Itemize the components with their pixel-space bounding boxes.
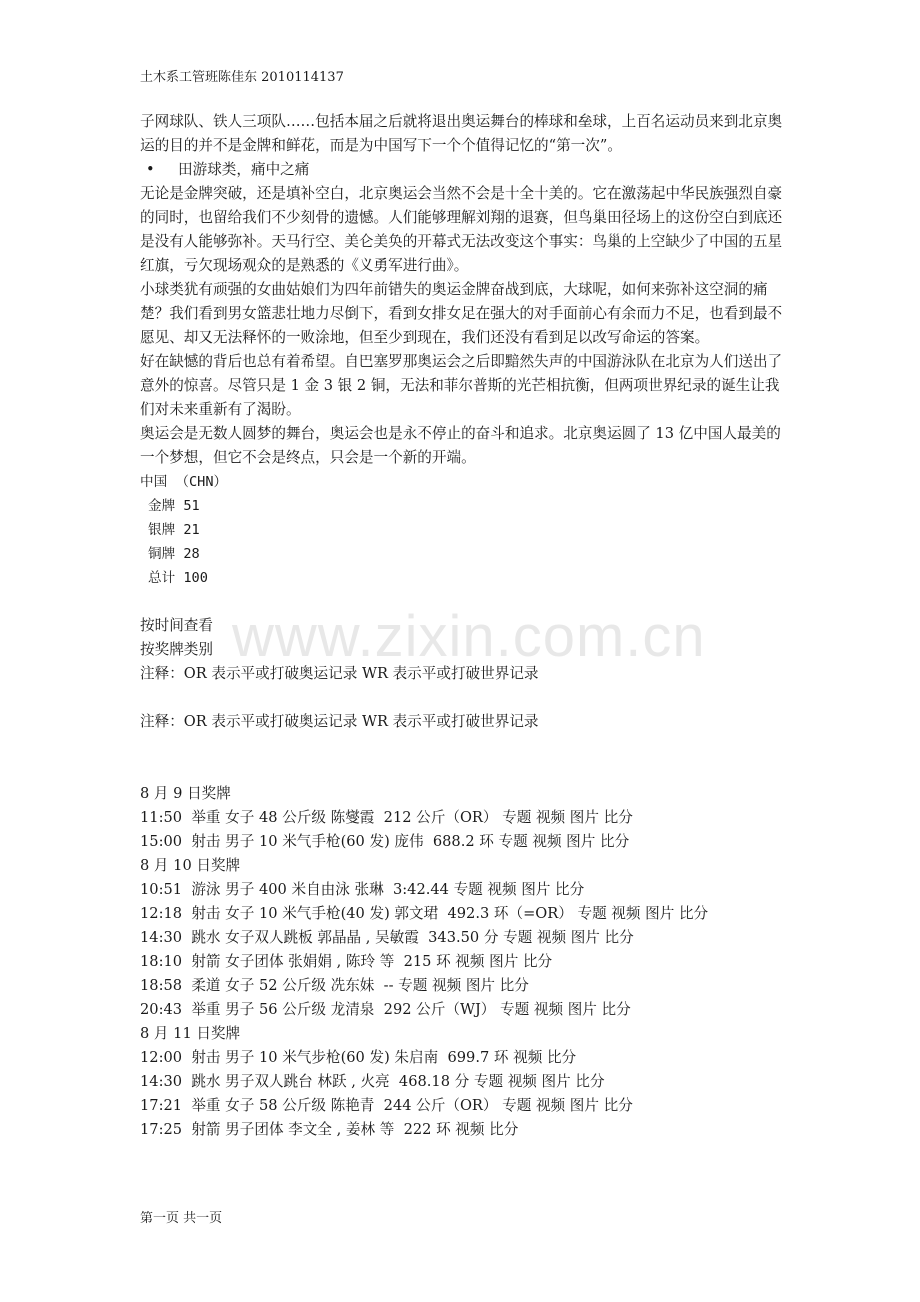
medal-table — [140, 470, 790, 590]
page-header: 土木系工管班陈佳东 2010114137 — [140, 70, 344, 85]
medal-country: 中国 （CHN） — [140, 474, 228, 490]
link-by-medal[interactable]: 按奖牌类别 — [140, 641, 213, 658]
paragraph: 好在缺憾的背后也总有着希望。自巴塞罗那奥运会之后即黯然失声的中国游泳队在北京为人们送出了意外的惊喜。尽管只是 1 金 3 银 2 铜，无法和菲尔普斯的光芒相抗衡，但两项世界纪录的诞生让我们对未来重新有了渴盼。 — [140, 353, 783, 418]
day-title: 8 月 9 日奖牌 — [140, 785, 231, 802]
note: 注释：OR 表示平或打破奥运记录 WR 表示平或打破世界记录 — [140, 713, 539, 730]
medal-gold: 金牌 51 — [148, 498, 200, 514]
medal-total: 总计 100 — [148, 570, 208, 586]
medal-silver: 银牌 21 — [148, 522, 200, 538]
medal-row: 17:25 射箭 男子团体 李文全 , 姜林 等 222 环 视频 比分 — [140, 1121, 519, 1138]
watermark: www.zixin.com.cn — [232, 604, 706, 669]
link-by-time[interactable]: 按时间查看 — [140, 617, 213, 634]
medal-row: 20:43 举重 男子 56 公斤级 龙清泉 292 公斤（WJ） 专题 视频 图片 比分 — [140, 1001, 631, 1018]
medal-row: 18:58 柔道 女子 52 公斤级 冼东妹 -- 专题 视频 图片 比分 — [140, 977, 529, 994]
document-body — [140, 110, 790, 1142]
section-heading: 田游球类，痛中之痛 — [178, 161, 310, 178]
day-title: 8 月 10 日奖牌 — [140, 857, 241, 874]
medal-row: 10:51 游泳 男子 400 米自由泳 张琳 3:42.44 专题 视频 图片 比分 — [140, 881, 585, 898]
paragraph: 小球类犹有顽强的女曲姑娘们为四年前错失的奥运金牌奋战到底，大球呢，如何来弥补这空洞的痛楚？我们看到男女篮悲壮地力尽倒下，看到女排女足在强大的对手面前心有余而力不足，也看到最不愿见、却又无法释怀的一败涂地，但至少到现在，我们还没有看到足以改写命运的答案。 — [140, 281, 783, 346]
page-footer: 第一页 共一页 — [140, 1211, 223, 1226]
medal-row: 11:50 举重 女子 48 公斤级 陈燮霞 212 公斤（OR） 专题 视频 图片 比分 — [140, 809, 633, 826]
bullet-icon: • — [146, 161, 155, 178]
note: 注释：OR 表示平或打破奥运记录 WR 表示平或打破世界记录 — [140, 665, 539, 682]
day-title: 8 月 11 日奖牌 — [140, 1025, 241, 1042]
medal-row: 14:30 跳水 女子双人跳板 郭晶晶 , 吴敏霞 343.50 分 专题 视频 图片 比分 — [140, 929, 634, 946]
paragraph: 无论是金牌突破，还是填补空白，北京奥运会当然不会是十全十美的。它在激荡起中华民族强烈自豪的同时，也留给我们不少刻骨的遗憾。人们能够理解刘翔的退赛，但鸟巢田径场上的这份空白到底还是没有人能够弥补。天马行空、美仑美奂的开幕式无法改变这个事实：鸟巢的上空缺少了中国的五星红旗，亏欠现场观众的是熟悉的《义勇军进行曲》。 — [140, 185, 783, 274]
bullet-heading — [140, 158, 790, 182]
paragraph: 子网球队、铁人三项队……包括本届之后就将退出奥运舞台的棒球和垒球，上百名运动员来到北京奥运的目的并不是金牌和鲜花，而是为中国写下一个个值得记忆的“第一次”。 — [140, 113, 783, 154]
paragraph: 奥运会是无数人圆梦的舞台，奥运会也是永不停止的奋斗和追求。北京奥运圆了 13 亿中国人最美的一个梦想，但它不会是终点，只会是一个新的开端。 — [140, 425, 781, 466]
medal-row: 15:00 射击 男子 10 米气手枪(60 发) 庞伟 688.2 环 专题 视频 图片 比分 — [140, 833, 630, 850]
medal-row: 17:21 举重 女子 58 公斤级 陈艳青 244 公斤（OR） 专题 视频 图片 比分 — [140, 1097, 633, 1114]
medal-bronze: 铜牌 28 — [148, 546, 200, 562]
medal-row: 18:10 射箭 女子团体 张娟娟 , 陈玲 等 215 环 视频 图片 比分 — [140, 953, 553, 970]
medal-row: 14:30 跳水 男子双人跳台 林跃 , 火亮 468.18 分 专题 视频 图片 比分 — [140, 1073, 605, 1090]
medal-row: 12:18 射击 女子 10 米气手枪(40 发) 郭文珺 492.3 环（=OR） 专题 视频 图片 比分 — [140, 905, 709, 922]
medal-row: 12:00 射击 男子 10 米气步枪(60 发) 朱启南 699.7 环 视频 比分 — [140, 1049, 577, 1066]
